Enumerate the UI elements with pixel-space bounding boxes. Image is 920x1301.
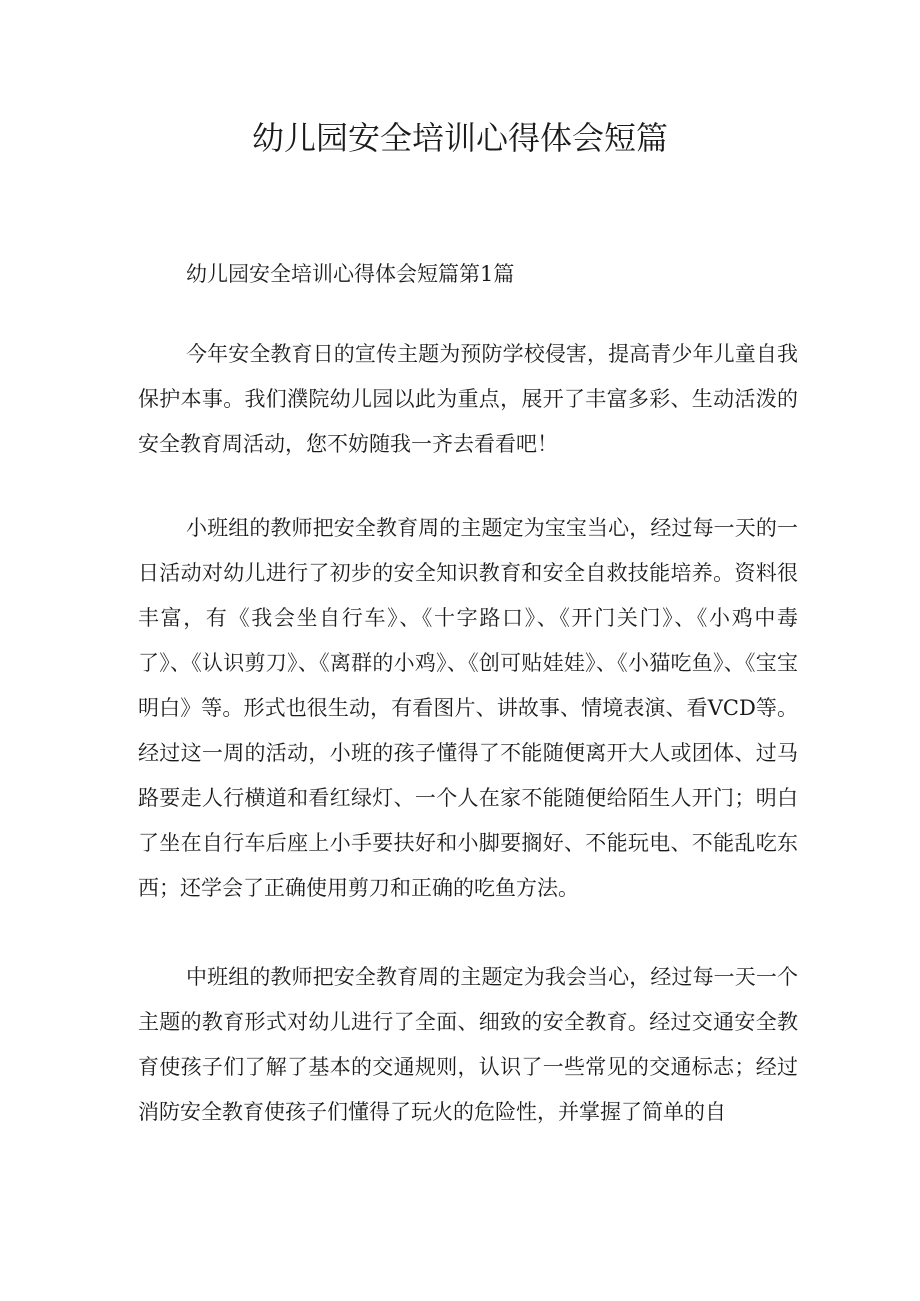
section-subheading: 幼儿园安全培训心得体会短篇第1篇 bbox=[186, 262, 515, 286]
paragraph-2: 小班组的教师把安全教育周的主题定为宝宝当心，经过每一天的一日活动对幼儿进行了初步的安全知识教育和安全自救技能培养。资料很丰富，有《我会坐自行车》、《十字路口》、《开门关门》、《小鸡中毒了》、《认识剪刀》、《离群的小鸡》、《创可贴娃娃》、《小猫吃鱼》、《宝宝明白》等。形式也很生动，有看图片、讲故事、情境表演、看VCD等。经过这一周的活动，小班的孩子懂得了不能随便离开大人或团体、过马路要走人行横道和看红绿灯、一个人在家不能随便给陌生人开门；明白了坐在自行车后座上小手要扶好和小脚要搁好、不能玩电、不能乱吃东西；还学会了正确使用剪刀和正确的吃鱼方法。 bbox=[138, 516, 798, 900]
document-title: 幼儿园安全培训心得体会短篇 bbox=[251, 119, 668, 157]
document-body bbox=[138, 252, 798, 1135]
paragraph-1: 今年安全教育日的宣传主题为预防学校侵害，提高青少年儿童自我保护本事。我们濮院幼儿园以此为重点，展开了丰富多彩、生动活泼的安全教育周活动，您不妨随我一齐去看看吧！ bbox=[138, 342, 798, 456]
paragraph-3: 中班组的教师把安全教育周的主题定为我会当心，经过每一天一个主题的教育形式对幼儿进行了全面、细致的安全教育。经过交通安全教育使孩子们了解了基本的交通规则，认识了一些常见的交通标志；经过消防安全教育使孩子们懂得了玩火的危险性，并掌握了简单的自 bbox=[138, 965, 798, 1124]
